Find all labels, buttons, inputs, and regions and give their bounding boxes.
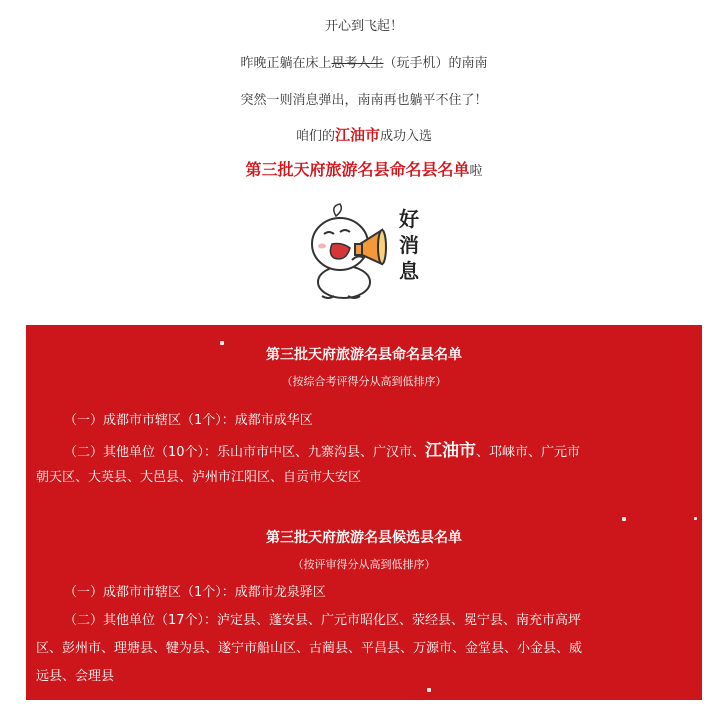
section1-item-1: （一）成都市市辖区（1个）：成都市成华区 [64,413,313,428]
intro-line-4-post: 成功入选 [380,129,433,144]
announcement-panel [26,325,702,700]
intro-line-5-post: 啦 [469,164,483,179]
intro-line-2-strike: 思考人生 [331,56,384,71]
intro-line-2-pre: 昨晚正躺在床上 [240,56,332,71]
intro-line-2-post: （玩手机）的南南 [383,56,488,71]
section2-item-1: （一）成都市市辖区（1个）：成都市龙泉驿区 [64,585,326,600]
bubble-char-2: 消 [399,233,419,257]
section1-item-2-post: 、邛崃市、广元市 [476,445,581,460]
sparkle-dot [427,688,431,692]
intro-line-2 [0,52,728,71]
section1-subtitle: （按综合考评得分从高到低排序） [281,375,447,388]
section2-subtitle: （按评审得分从高到低排序） [292,558,436,571]
intro-line-1: 开心到飞起！ [324,19,403,34]
intro-line-3: 突然一则消息弹出，南南再也躺平不住了！ [240,93,488,108]
section1-item-2 [64,438,580,466]
intro-line-4-pre: 咱们的 [295,129,335,144]
intro-line-4 [0,124,728,145]
section2-item-2-cont2: 远县、会理县 [36,669,115,684]
section2-item-2-cont: 区、彭州市、理塘县、犍为县、遂宁市船山区、古蔺县、平昌县、万源市、金堂县、小金县、威 [36,641,583,656]
intro-list-highlight: 第三批天府旅游名县命名县名单 [245,160,470,179]
section2-item-2: （二）其他单位（17个）：泸定县、蓬安县、广元市昭化区、荥经县、冕宁县、南充市高坪 [64,613,582,628]
mascot-megaphone-illustration [300,200,430,304]
intro-city-highlight: 江油市 [334,126,380,144]
section1-item-2-pre: （二）其他单位（10个）：乐山市市中区、九寨沟县、广汉市、 [64,445,426,460]
section2-title: 第三批天府旅游名县候选县名单 [266,530,462,546]
bubble-char-3: 息 [399,259,419,283]
section1-title: 第三批天府旅游名县命名县名单 [266,347,462,363]
section1-item-2-highlight: 江油市 [425,441,477,461]
sparkle-dot [694,517,697,520]
section1-item-2-cont: 朝天区、大英县、大邑县、泸州市江阳区、自贡市大安区 [36,470,362,485]
mascot-bubble-text [396,206,422,284]
sparkle-dot [220,341,224,345]
intro-line-5 [0,157,728,180]
sparkle-dot [622,517,626,521]
bubble-char-1: 好 [399,207,419,231]
